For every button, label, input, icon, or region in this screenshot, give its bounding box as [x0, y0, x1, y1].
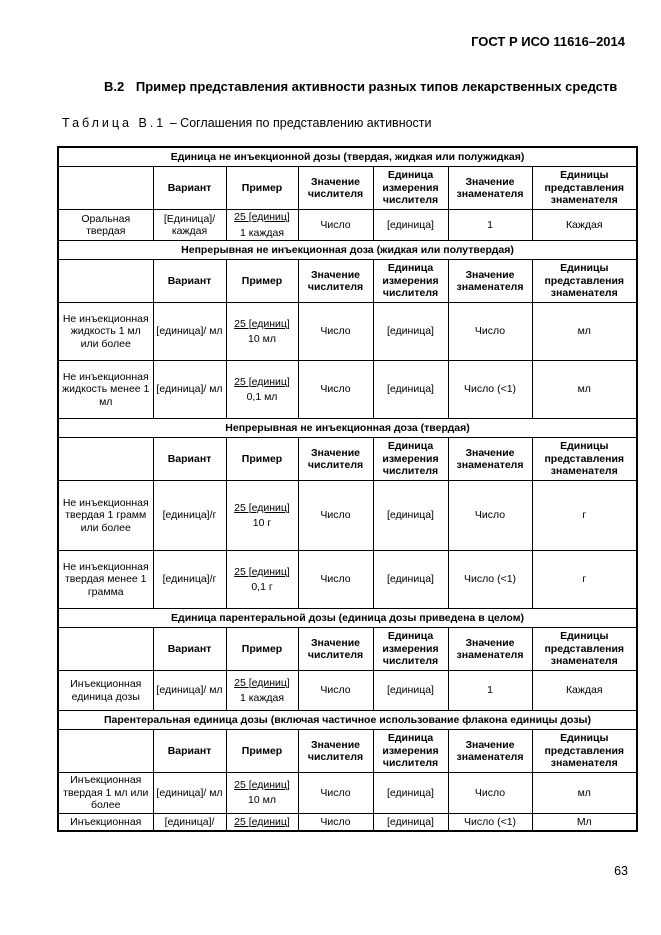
example-denominator: 10 г — [252, 517, 272, 529]
column-header: Единицы представления знаменателя — [532, 438, 637, 481]
example-cell — [226, 303, 298, 361]
column-header: Значение числителя — [298, 260, 373, 303]
blank-header-cell — [58, 167, 153, 210]
section-number: B.2 — [104, 79, 125, 94]
table-row — [58, 303, 637, 361]
column-header: Единицы представления знаменателя — [532, 167, 637, 210]
column-header: Единица измерения числителя — [373, 628, 448, 671]
variant-cell: [единица]/ — [153, 813, 226, 831]
variant-cell: [единица]/ мл — [153, 773, 226, 814]
example-denominator: 0,1 мл — [246, 391, 278, 403]
standard-header: ГОСТ Р ИСО 11616–2014 — [471, 34, 625, 49]
potency-table — [57, 146, 638, 832]
table-row — [58, 551, 637, 609]
row-label: Не инъекционная твердая 1 грамм или более — [58, 481, 153, 551]
table-row — [58, 773, 637, 814]
column-header-row — [58, 260, 637, 303]
example-cell — [226, 210, 298, 241]
denominator-unit-cell: мл — [532, 361, 637, 419]
row-label: Инъекционная единица дозы — [58, 671, 153, 711]
column-header-row — [58, 167, 637, 210]
column-header: Единицы представления знаменателя — [532, 730, 637, 773]
denominator-unit-cell: мл — [532, 303, 637, 361]
example-numerator: 25 [единиц] — [234, 565, 290, 578]
column-header: Вариант — [153, 628, 226, 671]
row-label: Инъекционная твердая 1 мл или более — [58, 773, 153, 814]
denominator-unit-cell: г — [532, 551, 637, 609]
table-row — [58, 481, 637, 551]
group-header-row — [58, 609, 637, 628]
variant-cell: [Единица]/ каждая — [153, 210, 226, 241]
group-title: Непрерывная не инъекционная доза (твердая) — [58, 419, 637, 438]
numerator-value-cell: Число — [298, 303, 373, 361]
column-header: Пример — [226, 260, 298, 303]
example-cell — [226, 481, 298, 551]
numerator-unit-cell: [единица] — [373, 210, 448, 241]
example-denominator: 1 каждая — [239, 692, 285, 704]
column-header: Значение знаменателя — [448, 730, 532, 773]
column-header: Вариант — [153, 167, 226, 210]
column-header: Значение знаменателя — [448, 438, 532, 481]
numerator-value-cell: Число — [298, 813, 373, 831]
table-row — [58, 361, 637, 419]
example-cell — [226, 551, 298, 609]
denominator-value-cell: Число (<1) — [448, 551, 532, 609]
variant-cell: [единица]/г — [153, 551, 226, 609]
column-header: Значение числителя — [298, 438, 373, 481]
denominator-value-cell: 1 — [448, 671, 532, 711]
blank-header-cell — [58, 260, 153, 303]
section-heading — [104, 79, 617, 94]
numerator-value-cell: Число — [298, 210, 373, 241]
row-label: Оральная твердая — [58, 210, 153, 241]
denominator-value-cell: Число — [448, 773, 532, 814]
group-title: Непрерывная не инъекционная доза (жидкая или полутвердая) — [58, 241, 637, 260]
example-denominator: 10 мл — [248, 333, 276, 345]
numerator-unit-cell: [единица] — [373, 303, 448, 361]
denominator-unit-cell: мл — [532, 773, 637, 814]
caption-text: Соглашения по представлению активности — [180, 116, 432, 130]
denominator-value-cell: Число (<1) — [448, 361, 532, 419]
column-header: Единица измерения числителя — [373, 167, 448, 210]
denominator-unit-cell: Каждая — [532, 671, 637, 711]
column-header: Вариант — [153, 438, 226, 481]
example-numerator: 25 [единиц] — [234, 815, 290, 828]
column-header: Вариант — [153, 730, 226, 773]
numerator-unit-cell: [единица] — [373, 671, 448, 711]
blank-header-cell — [58, 628, 153, 671]
column-header: Пример — [226, 438, 298, 481]
column-header-row — [58, 628, 637, 671]
row-label: Инъекционная — [58, 813, 153, 831]
column-header: Единица измерения числителя — [373, 260, 448, 303]
row-label: Не инъекционная жидкость 1 мл или более — [58, 303, 153, 361]
numerator-value-cell: Число — [298, 361, 373, 419]
denominator-value-cell: Число — [448, 481, 532, 551]
variant-cell: [единица]/ мл — [153, 303, 226, 361]
numerator-unit-cell: [единица] — [373, 361, 448, 419]
table-label: Таблица B.1 — [62, 116, 167, 130]
column-header-row — [58, 438, 637, 481]
section-title: Пример представления активности разных типов лекарственных средств — [135, 79, 618, 94]
example-denominator: 0,1 г — [251, 581, 273, 593]
example-denominator: 1 каждая — [239, 226, 285, 239]
variant-cell: [единица]/ мл — [153, 361, 226, 419]
column-header: Единица измерения числителя — [373, 438, 448, 481]
numerator-unit-cell: [единица] — [373, 773, 448, 814]
numerator-value-cell: Число — [298, 481, 373, 551]
numerator-unit-cell: [единица] — [373, 551, 448, 609]
page-number: 63 — [614, 864, 628, 878]
example-cell — [226, 361, 298, 419]
variant-cell: [единица]/г — [153, 481, 226, 551]
denominator-unit-cell: г — [532, 481, 637, 551]
example-cell — [226, 813, 298, 831]
column-header-row — [58, 730, 637, 773]
example-cell — [226, 773, 298, 814]
variant-cell: [единица]/ мл — [153, 671, 226, 711]
numerator-value-cell: Число — [298, 551, 373, 609]
group-title: Единица не инъекционной дозы (твердая, жидкая или полужидкая) — [58, 147, 637, 167]
column-header: Вариант — [153, 260, 226, 303]
example-numerator: 25 [единиц] — [234, 676, 290, 689]
caption-dash: – — [169, 116, 177, 130]
table-row — [58, 813, 637, 831]
column-header: Единицы представления знаменателя — [532, 260, 637, 303]
example-denominator: 10 мл — [248, 794, 276, 807]
numerator-unit-cell: [единица] — [373, 813, 448, 831]
column-header: Единицы представления знаменателя — [532, 628, 637, 671]
example-numerator: 25 [единиц] — [234, 375, 290, 388]
example-cell — [226, 671, 298, 711]
example-numerator: 25 [единиц] — [234, 317, 290, 330]
column-header: Пример — [226, 628, 298, 671]
row-label: Не инъекционная жидкость менее 1 мл — [58, 361, 153, 419]
table-row — [58, 210, 637, 241]
column-header: Значение знаменателя — [448, 628, 532, 671]
row-label: Не инъекционная твердая менее 1 грамма — [58, 551, 153, 609]
column-header: Единица измерения числителя — [373, 730, 448, 773]
denominator-value-cell: 1 — [448, 210, 532, 241]
column-header: Значение знаменателя — [448, 167, 532, 210]
group-header-row — [58, 241, 637, 260]
column-header: Значение числителя — [298, 628, 373, 671]
blank-header-cell — [58, 438, 153, 481]
numerator-value-cell: Число — [298, 671, 373, 711]
column-header: Значение знаменателя — [448, 260, 532, 303]
column-header: Значение числителя — [298, 167, 373, 210]
example-numerator: 25 [единиц] — [234, 501, 290, 514]
denominator-value-cell: Число — [448, 303, 532, 361]
denominator-unit-cell: Каждая — [532, 210, 637, 241]
table-caption — [62, 116, 432, 130]
column-header: Пример — [226, 730, 298, 773]
group-title: Единица парентеральной дозы (единица дозы приведена в целом) — [58, 609, 637, 628]
group-title: Парентеральная единица дозы (включая частичное использование флакона единицы дозы) — [58, 711, 637, 730]
group-header-row — [58, 147, 637, 167]
group-header-row — [58, 711, 637, 730]
column-header: Пример — [226, 167, 298, 210]
numerator-value-cell: Число — [298, 773, 373, 814]
group-header-row — [58, 419, 637, 438]
blank-header-cell — [58, 730, 153, 773]
example-numerator: 25 [единиц] — [234, 778, 290, 791]
denominator-unit-cell: Мл — [532, 813, 637, 831]
numerator-unit-cell: [единица] — [373, 481, 448, 551]
example-numerator: 25 [единиц] — [234, 211, 290, 223]
table-row — [58, 671, 637, 711]
column-header: Значение числителя — [298, 730, 373, 773]
denominator-value-cell: Число (<1) — [448, 813, 532, 831]
